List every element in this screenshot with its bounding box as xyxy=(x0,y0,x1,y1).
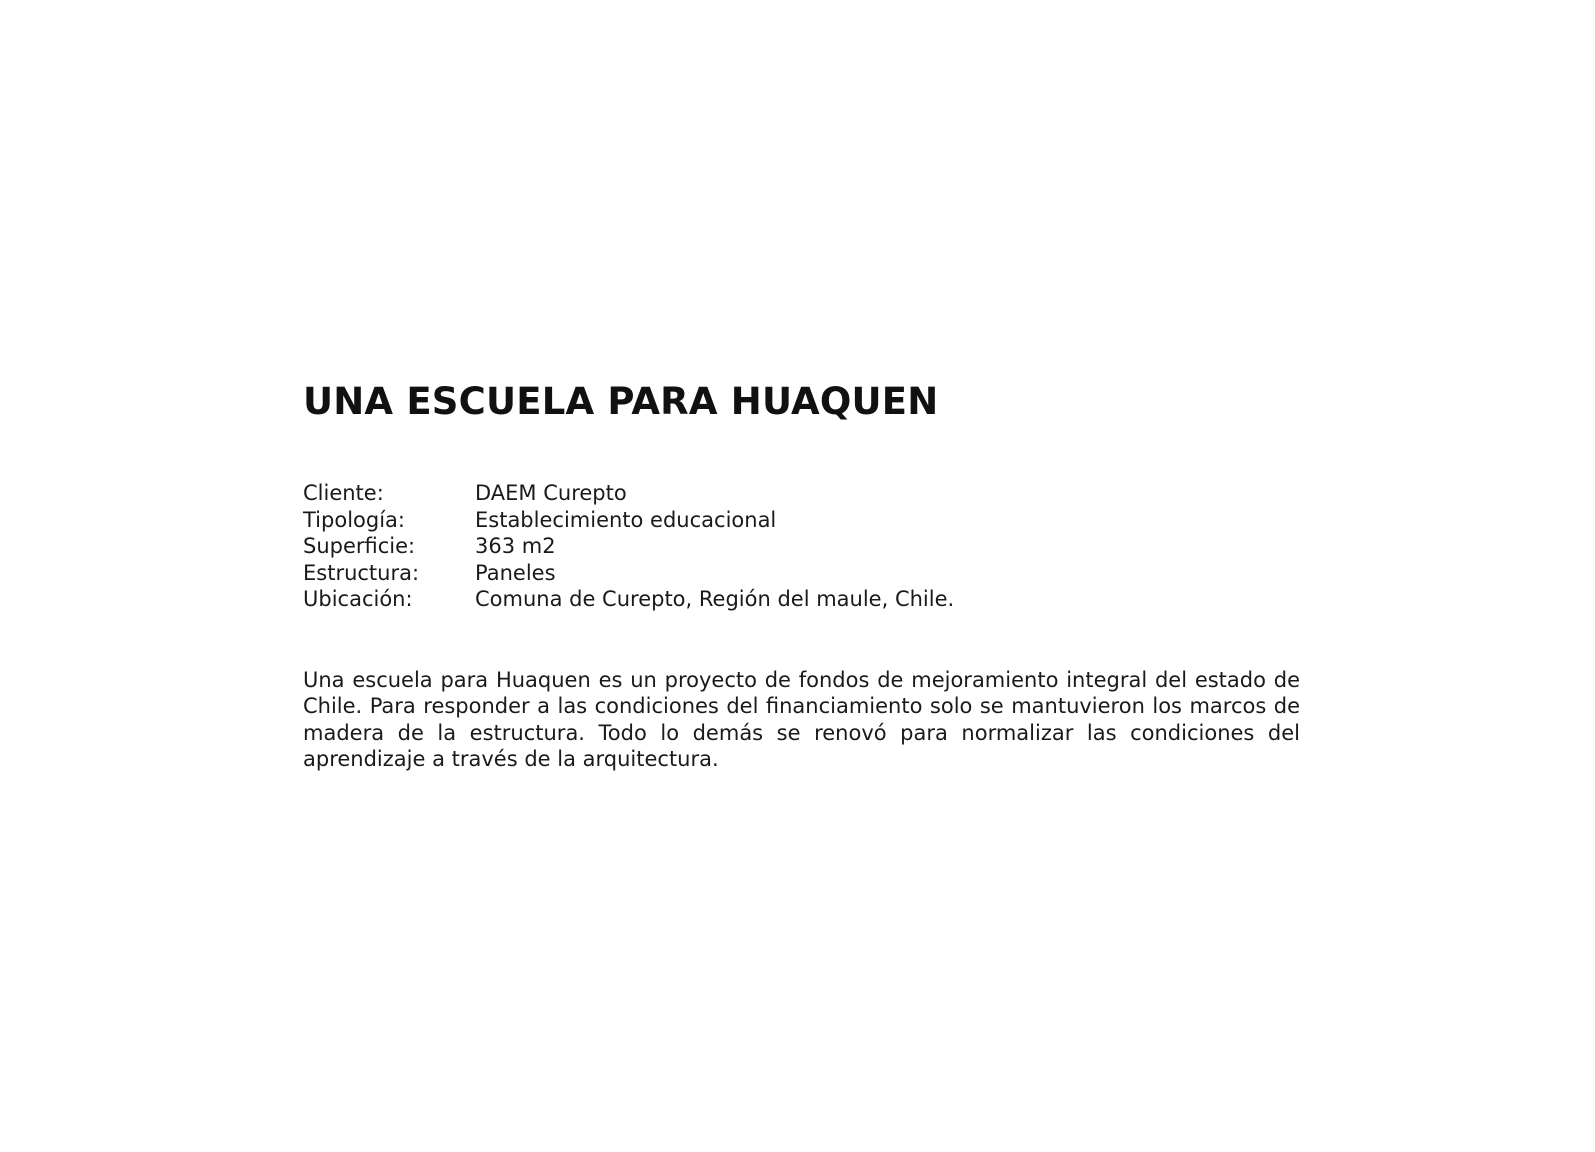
spec-value: 363 m2 xyxy=(475,534,556,558)
spec-row-superficie xyxy=(303,533,1300,560)
spec-value: Comuna de Curepto, Región del maule, Chile. xyxy=(475,587,955,611)
spec-row-tipologia xyxy=(303,507,1300,534)
spec-label: Cliente: xyxy=(303,481,384,505)
project-specs xyxy=(303,480,1300,613)
spec-label: Superficie: xyxy=(303,534,416,558)
spec-value: Establecimiento educacional xyxy=(475,507,777,532)
spec-row-cliente xyxy=(303,480,1300,507)
project-title: UNA ESCUELA PARA HUAQUEN xyxy=(303,380,939,423)
spec-value: DAEM Curepto xyxy=(475,481,627,505)
spec-value: Paneles xyxy=(475,560,556,585)
project-sheet xyxy=(303,380,1300,794)
spec-label: Tipología: xyxy=(303,507,405,532)
project-description: Una escuela para Huaquen es un proyecto de fondos de mejoramiento integral del estado de Chile. Para responder a las condiciones del financiamiento solo se mantuvieron los marcos de madera de la estructura. Todo lo demás se renovó para normalizar las condiciones del aprendizaje a través de la arquitectura. xyxy=(303,667,1300,771)
spec-row-ubicacion xyxy=(303,586,1300,613)
spec-label: Estructura: xyxy=(303,560,420,585)
spec-label: Ubicación: xyxy=(303,587,413,611)
spec-row-estructura xyxy=(303,560,1300,587)
